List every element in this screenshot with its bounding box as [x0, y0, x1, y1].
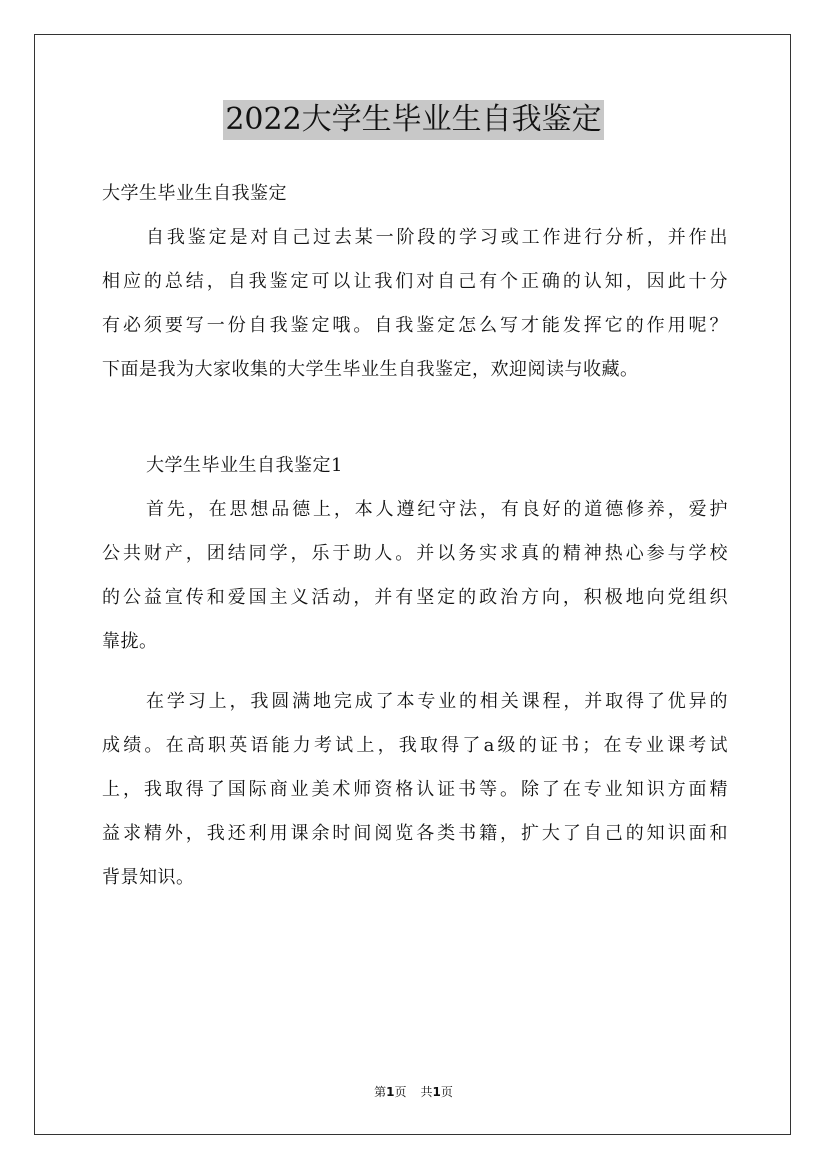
paragraph-line: 成绩。在高职英语能力考试上，我取得了a级的证书；在专业课考试: [102, 735, 728, 756]
page-label-prefix: 第: [374, 1085, 387, 1099]
intro-line: 有必须要写一份自我鉴定哦。自我鉴定怎么写才能发挥它的作用呢？: [102, 315, 728, 336]
section-heading: 大学生毕业生自我鉴定1: [146, 455, 343, 476]
intro-line: 下面是我为大家收集的大学生毕业生自我鉴定，欢迎阅读与收藏。: [102, 359, 639, 380]
intro-line: 自我鉴定是对自己过去某一阶段的学习或工作进行分析，并作出: [146, 227, 728, 248]
paragraph-line: 上，我取得了国际商业美术师资格认证书等。除了在专业知识方面精: [102, 779, 728, 800]
document-subtitle: 大学生毕业生自我鉴定: [102, 183, 287, 204]
page-number: 1: [386, 1085, 395, 1099]
paragraph-line: 首先，在思想品德上，本人遵纪守法，有良好的道德修养，爱护: [146, 499, 728, 520]
paragraph-line: 靠拢。: [102, 631, 158, 652]
total-label-prefix: 共: [420, 1085, 433, 1099]
paragraph-line: 的公益宣传和爱国主义活动，并有坚定的政治方向，积极地向党组织: [102, 587, 728, 608]
section-spacer: [102, 392, 728, 444]
document-title: 2022大学生毕业生自我鉴定: [223, 100, 603, 140]
paragraph-2: [102, 680, 728, 900]
paragraph-line: 公共财产，团结同学，乐于助人。并以务实求真的精神热心参与学校: [102, 543, 728, 564]
paragraph-spacer: [102, 664, 728, 680]
page-footer: [0, 1083, 827, 1100]
intro-line: 相应的总结，自我鉴定可以让我们对自己有个正确的认知，因此十分: [102, 271, 728, 292]
title-container: [0, 100, 827, 140]
paragraph-line: 背景知识。: [102, 867, 195, 888]
paragraph-line: 益求精外，我还利用课余时间阅览各类书籍，扩大了自己的知识面和: [102, 823, 728, 844]
total-label-suffix: 页: [440, 1085, 453, 1099]
intro-paragraph: [102, 216, 728, 392]
paragraph-line: 在学习上，我圆满地完成了本专业的相关课程，并取得了优异的: [146, 691, 728, 712]
total-pages: 1: [432, 1085, 441, 1099]
document-body: [102, 172, 728, 900]
page-label-suffix: 页: [394, 1085, 407, 1099]
paragraph-1: [102, 488, 728, 664]
